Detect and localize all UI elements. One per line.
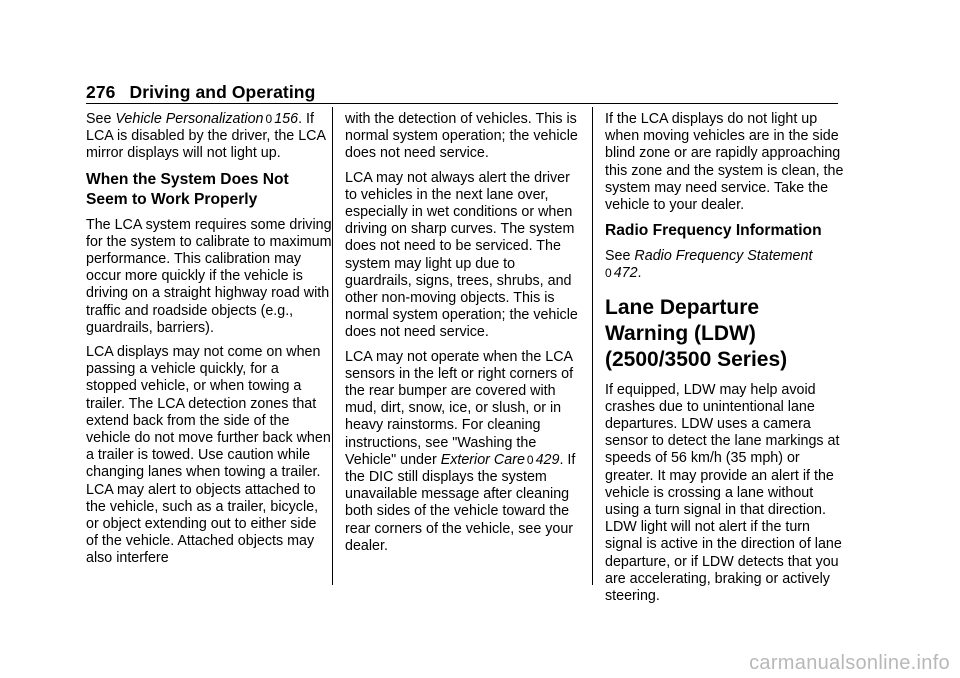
text: . If the DIC still displays the system unavailable message after cleaning both sides of the vehicle toward the rear corners of the vehicle, see your dealer.	[345, 451, 576, 554]
watermark: carmanualsonline.info	[749, 652, 950, 674]
page-reference-icon: 0	[605, 266, 612, 281]
paragraph-see-radio	[605, 248, 845, 282]
xref-exterior-care[interactable]: Exterior Care	[440, 451, 525, 468]
text: . If LCA is disabled by the driver, the LCA mirror displays will not light up.	[86, 111, 326, 162]
paragraph-ldw: If equipped, LDW may help avoid crashes due to unintentional lane departures. LDW uses a camera sensor to detect the lane markings at speeds of 56 km/h (35 mph) or greater. It may provide an alert if the vehicle is crossing a lane without using a turn signal in that direction. LDW light will not alert if the turn signal is active in the direction of lane departure, or if LDW detects that you are accelerating, braking or actively steering.	[605, 381, 842, 605]
paragraph-detection: with the detection of vehicles. This is normal system operation; the vehicle does not need service.	[345, 111, 578, 162]
page-reference-icon: 0	[526, 452, 534, 467]
paragraph-need-service: If the LCA displays do not light up when moving vehicles are in the side blind zone or are rapidly approaching this zone and the system is clean, the system may need service. Take the vehicle to your dealer.	[605, 111, 844, 214]
xref-radio-frequency-statement[interactable]: Radio Frequency Statement	[634, 248, 813, 265]
text: .	[637, 265, 642, 282]
text: See	[605, 248, 635, 265]
column-3	[605, 111, 845, 612]
page-link-472[interactable]: 472	[613, 265, 638, 282]
paragraph-see-personalization	[86, 111, 332, 163]
column-1	[86, 111, 332, 575]
column-divider-1	[332, 107, 333, 585]
heading-lane-departure-warning: Lane Departure Warning (LDW) (2500/3500 Series)	[605, 295, 788, 371]
paragraph-sensors-covered	[345, 349, 583, 555]
heading-radio-frequency: Radio Frequency Information	[605, 222, 822, 240]
page-number: 276	[86, 82, 116, 102]
page-header	[86, 82, 315, 103]
paragraph-displays-may-not: LCA displays may not come on when passing a vehicle quickly, for a stopped vehicle, or when towing a trailer. The LCA detection zones that extend back from the side of the vehicle do not move further back when a trailer is towed. Use caution while changing lanes when towing a trailer. LCA may alert to objects attached to the vehicle, such as a trailer, bicycle, or object extending out to either side of the vehicle. Attached objects may also interfere	[86, 344, 331, 567]
paragraph-calibration: The LCA system requires some driving for the system to calibrate to maximum performance. This calibration may occur more quickly if the vehicle is driving on a straight highway road with traffic and roadside objects (e.g., guardrails, barriers).	[86, 216, 332, 336]
paragraph-may-not-alert: LCA may not always alert the driver to vehicles in the next lane over, especially in wet conditions or when driving on sharp curves. The system does not need to be serviced. The system may light up due to guardrails, signs, trees, shrubs, and other non-moving objects. This is normal system operation; the vehicle does not need service.	[345, 169, 578, 341]
section-title: Driving and Operating	[129, 82, 316, 102]
page-link-156[interactable]: 156	[274, 111, 299, 127]
page-link-429[interactable]: 429	[535, 451, 560, 468]
text: LCA may not operate when the LCA sensors in the left or right corners of the rear bumper are covered with mud, dirt, snow, ice, or slush, or in heavy rainstorms. For cleaning instructions, see "Washing the Vehicle" under	[345, 348, 574, 468]
column-divider-2	[592, 107, 593, 585]
heading-not-working: When the System Does Not Seem to Work Properly	[86, 170, 289, 208]
column-2	[345, 111, 583, 562]
header-rule	[86, 103, 838, 104]
text: See	[86, 111, 116, 127]
xref-vehicle-personalization[interactable]: Vehicle Personalization	[115, 111, 264, 127]
page-reference-icon: 0	[265, 112, 273, 126]
